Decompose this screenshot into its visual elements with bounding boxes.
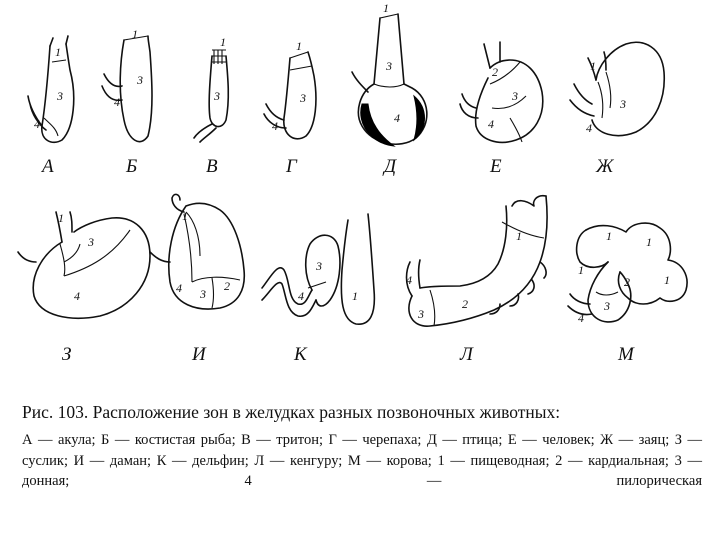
- dolphin-forestomach: [341, 214, 374, 324]
- dolphin-pyloric-chamber: [306, 235, 340, 306]
- hare-zone-label: 3: [620, 97, 626, 111]
- kangaroo-stomach-inner: [420, 206, 507, 288]
- bird-zone-label: 1: [383, 1, 389, 15]
- hare-zone-border: [598, 72, 611, 118]
- bony-fish-zone-label: 4: [114, 95, 120, 109]
- human-zone-label: 2: [492, 65, 498, 79]
- hare-panel-letter: Ж: [596, 156, 614, 177]
- turtle-zone-label: 1: [296, 39, 302, 53]
- human-panel-letter: Е: [490, 156, 502, 177]
- hare-stomach-outline: [592, 42, 664, 135]
- dolphin-zone-border: [308, 282, 326, 288]
- hyrax-zone-label: 1: [182, 209, 188, 223]
- turtle-zone-label: 3: [300, 91, 306, 105]
- shark-zone-label: 3: [57, 89, 63, 103]
- dolphin-zone-label: 1: [352, 289, 358, 303]
- kangaroo-zone-label: 1: [516, 229, 522, 243]
- dolphin-zone-label: 4: [298, 289, 304, 303]
- cow-zone-label: 4: [578, 311, 584, 325]
- bony-fish-stomach-outline: [120, 36, 152, 142]
- panel-shark: [28, 36, 74, 177]
- dolphin-intestine: [262, 268, 312, 304]
- kangaroo-sacculations: [512, 196, 546, 206]
- panel-hare: [570, 42, 664, 177]
- ground-squirrel-pylorus: [18, 252, 36, 262]
- cow-zone-label: 1: [578, 263, 584, 277]
- hyrax-zone-label: 4: [176, 281, 182, 295]
- ground-squirrel-panel-letter: З: [62, 344, 72, 365]
- kangaroo-stomach-outline: [409, 196, 547, 326]
- ground-squirrel-zone-label: 1: [58, 211, 64, 225]
- panel-bony-fish: [102, 27, 152, 177]
- panel-dolphin: [262, 214, 374, 365]
- cow-zone-label: 1: [664, 273, 670, 287]
- bird-panel-letter: Д: [384, 156, 397, 177]
- hyrax-zone-label: 3: [200, 287, 206, 301]
- cow-rumen-outline: [586, 223, 687, 304]
- panel-cow: [568, 223, 687, 365]
- shark-panel-letter: А: [42, 156, 54, 177]
- ground-squirrel-zone-label: 3: [88, 235, 94, 249]
- human-zone-label: 4: [488, 117, 494, 131]
- newt-zone-label: 1: [220, 35, 226, 49]
- dolphin-zone-label: 3: [316, 259, 322, 273]
- hyrax-zone-label: 2: [224, 279, 230, 293]
- ground-squirrel-zone-label: 4: [74, 289, 80, 303]
- panel-kangaroo: [406, 196, 547, 365]
- bird-gizzard-muscle: [414, 96, 425, 140]
- cow-zone-label: 1: [606, 229, 612, 243]
- cow-zone-label: 1: [646, 235, 652, 249]
- caption-title: Рис. 103. Расположение зон в желудках разных позвоночных животных:: [22, 402, 561, 422]
- turtle-zone-label: 4: [272, 119, 278, 133]
- hyrax-pylorus: [150, 252, 170, 262]
- bird-duodenum: [352, 72, 368, 92]
- cow-reticulum-outline: [577, 230, 608, 267]
- hare-zone-label: 4: [586, 121, 592, 135]
- panel-turtle: [264, 39, 316, 177]
- panel-newt: [194, 35, 228, 177]
- bird-gizzard-muscle: [361, 104, 394, 146]
- hare-duodenum: [570, 84, 594, 116]
- shark-zone-label: 4: [34, 117, 40, 131]
- shark-zone-label: 1: [55, 45, 61, 59]
- newt-pylorus: [194, 124, 216, 142]
- panel-bird: [352, 1, 427, 177]
- ground-squirrel-stomach-outline: [33, 218, 150, 318]
- kangaroo-panel-letter: Л: [460, 344, 473, 365]
- dolphin-panel-letter: К: [294, 344, 307, 365]
- kangaroo-zone-label: 2: [462, 297, 468, 311]
- cow-zone-label: 2: [624, 275, 630, 289]
- bony-fish-panel-letter: Б: [126, 156, 138, 177]
- bony-fish-zone-label: 1: [132, 27, 138, 41]
- caption-legend: А — акула; Б — костистая рыба; В — тритон; Г — черепаха; Д — птица; Е — человек; Ж — заяц; З — суслик; И — даман; К — дельфин; Л — кенгуру; М — корова; 1 — пищеводная; 2 — кардиальная; 3 — донная; 4 — пилорическая: [22, 432, 702, 489]
- kangaroo-zone-label: 3: [418, 307, 424, 321]
- kangaroo-zone-border: [430, 222, 544, 326]
- bird-zone-label: 3: [386, 59, 392, 73]
- cow-zone-border: [596, 292, 618, 295]
- newt-panel-letter: В: [206, 156, 218, 177]
- newt-zone-label: 3: [214, 89, 220, 103]
- human-zone-label: 3: [512, 89, 518, 103]
- newt-esophagus-rings: [212, 50, 226, 64]
- panel-hyrax: [150, 194, 244, 365]
- turtle-panel-letter: Г: [286, 156, 297, 177]
- bony-fish-zone-label: 3: [137, 73, 143, 87]
- cow-panel-letter: М: [618, 344, 634, 365]
- kangaroo-sacculations: [490, 262, 546, 314]
- hare-zone-label: 1: [590, 59, 596, 73]
- figure-caption: [22, 400, 702, 492]
- cow-zone-label: 3: [604, 299, 610, 313]
- kangaroo-zone-label: 4: [406, 273, 412, 287]
- panel-human: [460, 42, 543, 177]
- bird-zone-label: 4: [394, 111, 400, 125]
- hyrax-panel-letter: И: [192, 344, 206, 365]
- bird-esophagus: [374, 14, 404, 84]
- hyrax-zone-border: [184, 212, 240, 308]
- panel-ground-squirrel: [18, 211, 150, 365]
- ground-squirrel-zone-border: [60, 230, 130, 276]
